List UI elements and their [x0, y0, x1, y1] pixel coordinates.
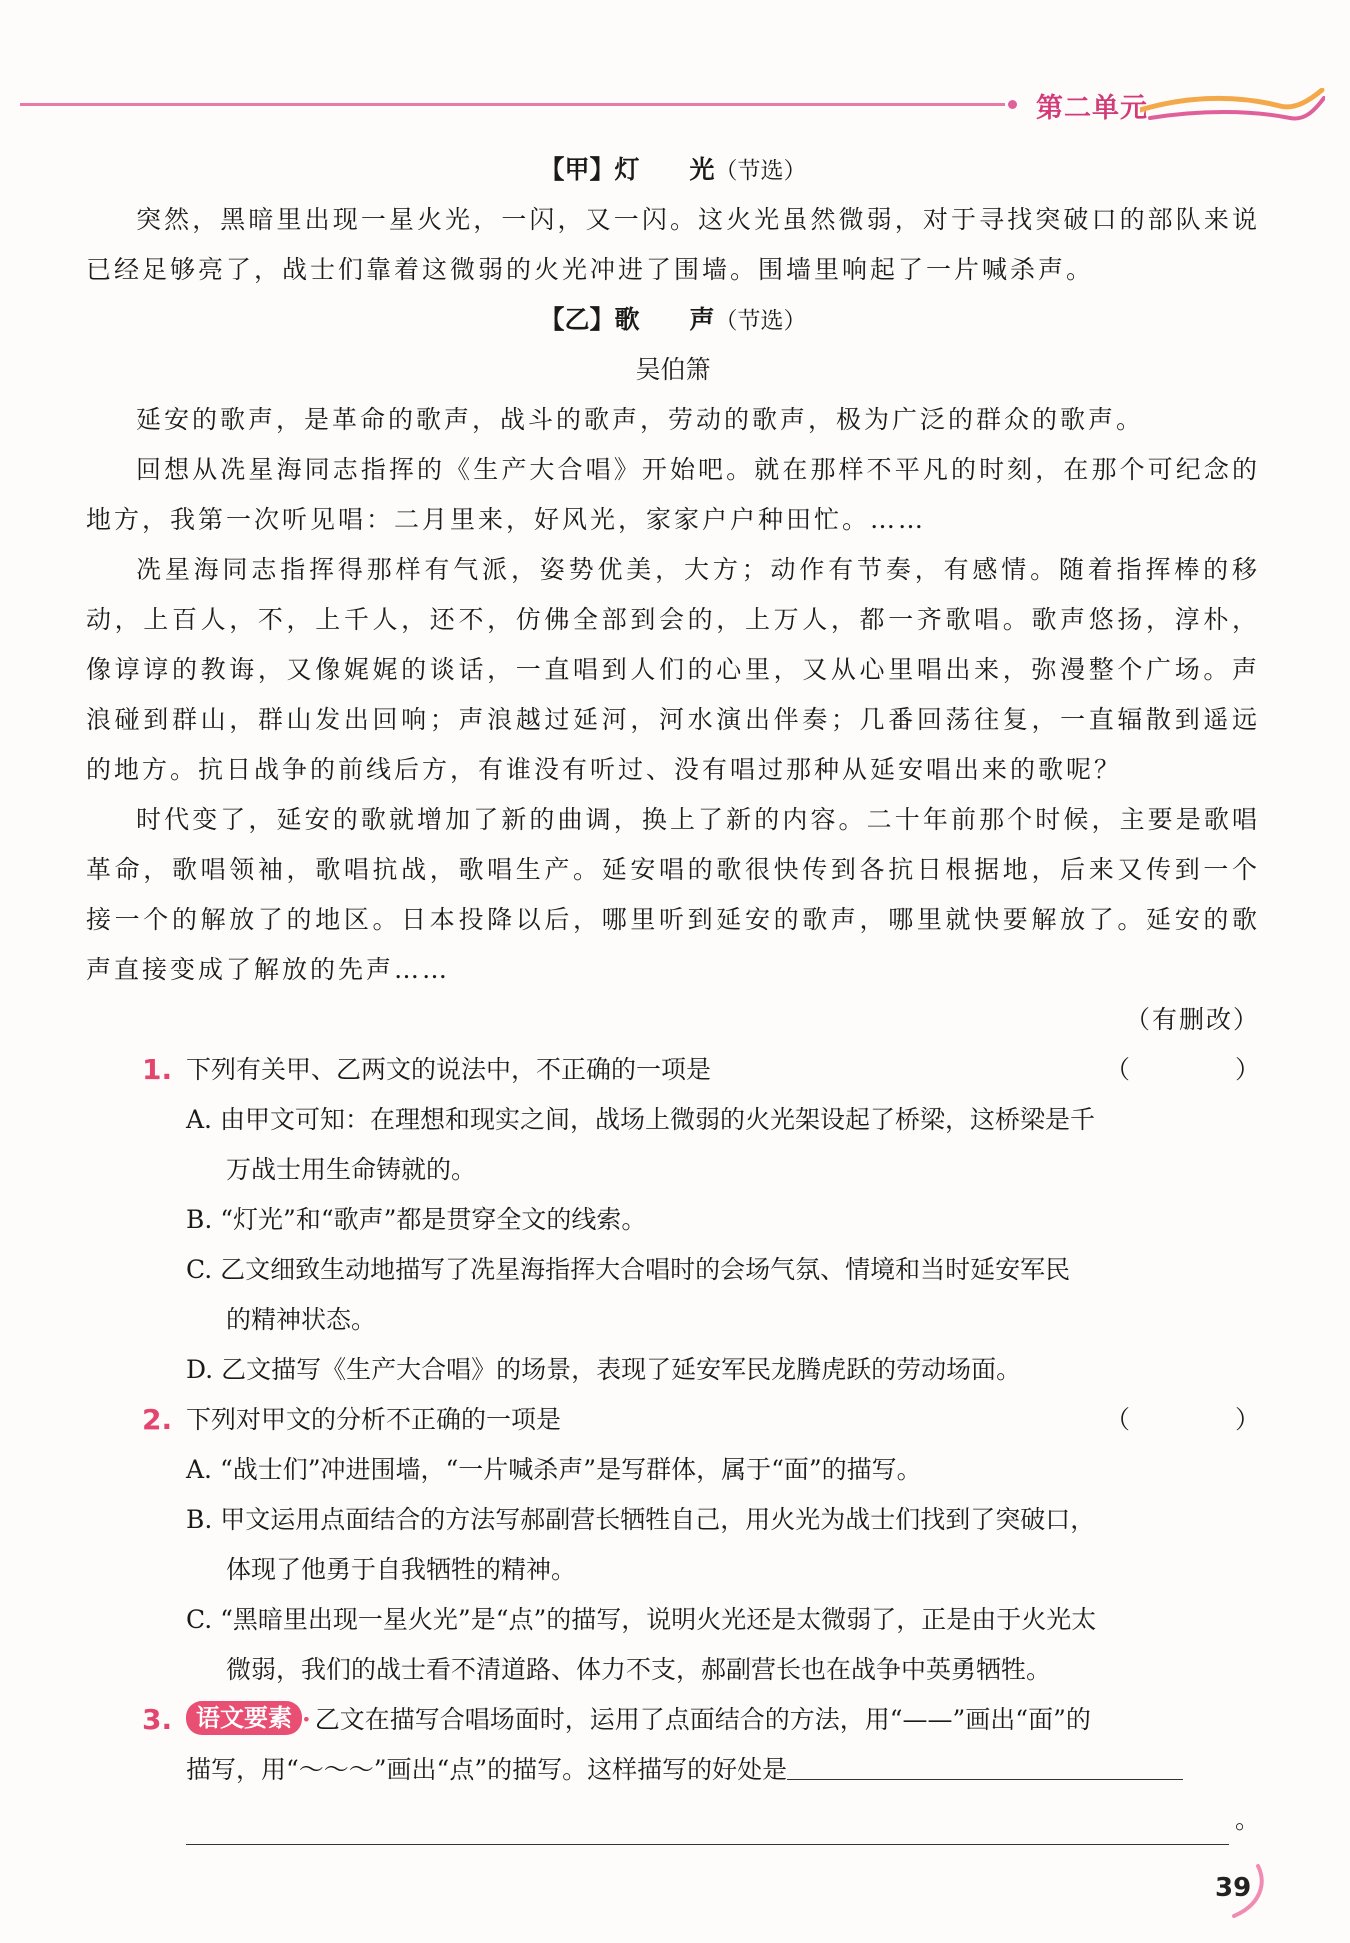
question-3 [86, 1695, 1260, 1845]
answer-blank[interactable] [787, 1749, 1183, 1780]
passage-b-paragraph: 时代变了，延安的歌就增加了新的曲调，换上了新的内容。二十年前那个时候，主要是歌唱革命，歌唱领袖，歌唱抗战，歌唱生产。延安唱的歌很快传到各抗日根据地，后来又传到一个接一个的解放了的地区。日本投降以后，哪里听到延安的歌声，哪里就快要解放了。延安的歌声直接变成了解放的先声…… [86, 805, 1260, 984]
content-body [86, 145, 1300, 1845]
passage-a-suffix: （节选） [714, 158, 807, 184]
answer-parentheses[interactable]: （ ） [1104, 1405, 1300, 1434]
option-label: A. [186, 1105, 213, 1134]
passage-a-title-text: 灯 光 [614, 155, 715, 184]
passage-b-paragraph: 延安的歌声，是革命的歌声，战斗的歌声，劳动的歌声，极为广泛的群众的歌声。 [136, 405, 1145, 434]
option-text-continued: 万战士用生命铸就的。 [226, 1155, 477, 1184]
passage-b-title [86, 295, 1260, 345]
question-number: 2. [142, 1403, 173, 1436]
option-text-continued: 微弱，我们的战士看不清道路、体力不支，郝副营长也在战争中英勇牺牲。 [226, 1655, 1052, 1684]
option-a[interactable] [186, 1095, 1260, 1195]
option-c[interactable] [186, 1245, 1260, 1345]
option-b[interactable] [186, 1195, 1260, 1245]
header-rule [20, 103, 1005, 106]
option-label: B. [186, 1205, 213, 1234]
option-d[interactable] [186, 1345, 1260, 1395]
question-number: 1. [142, 1053, 173, 1086]
option-text-continued: 的精神状态。 [226, 1305, 377, 1334]
swoosh-decoration-icon [1140, 88, 1325, 128]
language-element-badge: 语文要素 [186, 1701, 302, 1735]
answer-end-period: 。 [1234, 1805, 1260, 1834]
answer-blank-line[interactable] [186, 1810, 1229, 1845]
option-label: C. [186, 1255, 213, 1284]
option-text: 乙文细致生动地描写了冼星海指挥大合唱时的会场气氛、情境和当时延安军民 [220, 1255, 1071, 1284]
passage-b-paragraph: 回想从冼星海同志指挥的《生产大合唱》开始吧。就在那样不平凡的时刻，在那个可纪念的地方，我第一次听见唱：二月里来，好风光，家家户户种田忙。…… [86, 455, 1260, 534]
option-b[interactable] [186, 1495, 1260, 1595]
passage-b-title-text: 歌 声 [614, 305, 715, 334]
header-dot-icon [1008, 100, 1017, 109]
option-a[interactable] [186, 1445, 1260, 1495]
answer-parentheses[interactable]: （ ） [1104, 1055, 1300, 1084]
question-stem-continued: 描写，用“～～～”画出“点”的描写。这样描写的好处是 [186, 1755, 788, 1784]
passage-a-title [86, 145, 1260, 195]
passage-b-author: 吴伯箫 [635, 355, 711, 384]
question-stem: 下列对甲文的分析不正确的一项是 [186, 1405, 562, 1434]
passage-a-bracket: 【甲】 [539, 155, 615, 184]
option-text: 甲文运用点面结合的方法写郝副营长牺牲自己，用火光为战士们找到了突破口， [220, 1505, 1096, 1534]
option-text: 乙文描写《生产大合唱》的场景，表现了延安军民龙腾虎跃的劳动场面。 [221, 1355, 1022, 1384]
question-number: 3. [142, 1703, 173, 1736]
passage-b-suffix: （节选） [714, 308, 807, 334]
option-label: D. [186, 1355, 214, 1384]
edit-note: （有删改） [1124, 1005, 1260, 1034]
badge-dot-icon: · [302, 1705, 311, 1734]
unit-label: 第二单元 [1036, 93, 1148, 124]
option-text: “战士们”冲进围墙，“一片喊杀声”是写群体，属于“面”的描写。 [219, 1455, 922, 1484]
passage-b-bracket: 【乙】 [539, 305, 615, 334]
option-text: “黑暗里出现一星火光”是“点”的描写，说明火光还是太微弱了，正是由于火光太 [220, 1605, 1097, 1634]
option-label: A. [186, 1455, 213, 1484]
option-label: B. [186, 1505, 213, 1534]
question-2 [86, 1395, 1300, 1695]
option-text: 由甲文可知：在理想和现实之间，战场上微弱的火光架设起了桥梁，这桥梁是千 [219, 1105, 1095, 1134]
option-text: “灯光”和“歌声”都是贯穿全文的线索。 [220, 1205, 647, 1234]
answer-line[interactable] [186, 1795, 1260, 1845]
option-c[interactable] [186, 1595, 1260, 1695]
passage-a-paragraph: 突然，黑暗里出现一星火光，一闪，又一闪。这火光虽然微弱，对于寻找突破口的部队来说已经足够亮了，战士们靠着这微弱的火光冲进了围墙。围墙里响起了一片喊杀声。 [86, 205, 1260, 284]
question-stem: 下列有关甲、乙两文的说法中，不正确的一项是 [186, 1055, 712, 1084]
passage-b-paragraph: 冼星海同志指挥得那样有气派，姿势优美，大方；动作有节奏，有感情。随着指挥棒的移动，上百人，不，上千人，还不，仿佛全部到会的，上万人，都一齐歌唱。歌声悠扬，淳朴，像谆谆的教诲，又像娓娓的谈话，一直唱到人们的心里，又从心里唱出来，弥漫整个广场。声浪碰到群山，群山发出回响；声浪越过延河，河水演出伴奏；几番回荡往复，一直辐散到遥远的地方。抗日战争的前线后方，有谁没有听过、没有唱过那种从延安唱出来的歌呢？ [86, 555, 1260, 784]
question-stem: 乙文在描写合唱场面时，运用了点面结合的方法，用“——”画出“面”的 [314, 1705, 1091, 1734]
question-1 [86, 1045, 1300, 1395]
page-number: 39 [1215, 1873, 1252, 1903]
option-text-continued: 体现了他勇于自我牺牲的精神。 [226, 1555, 577, 1584]
option-label: C. [186, 1605, 213, 1634]
